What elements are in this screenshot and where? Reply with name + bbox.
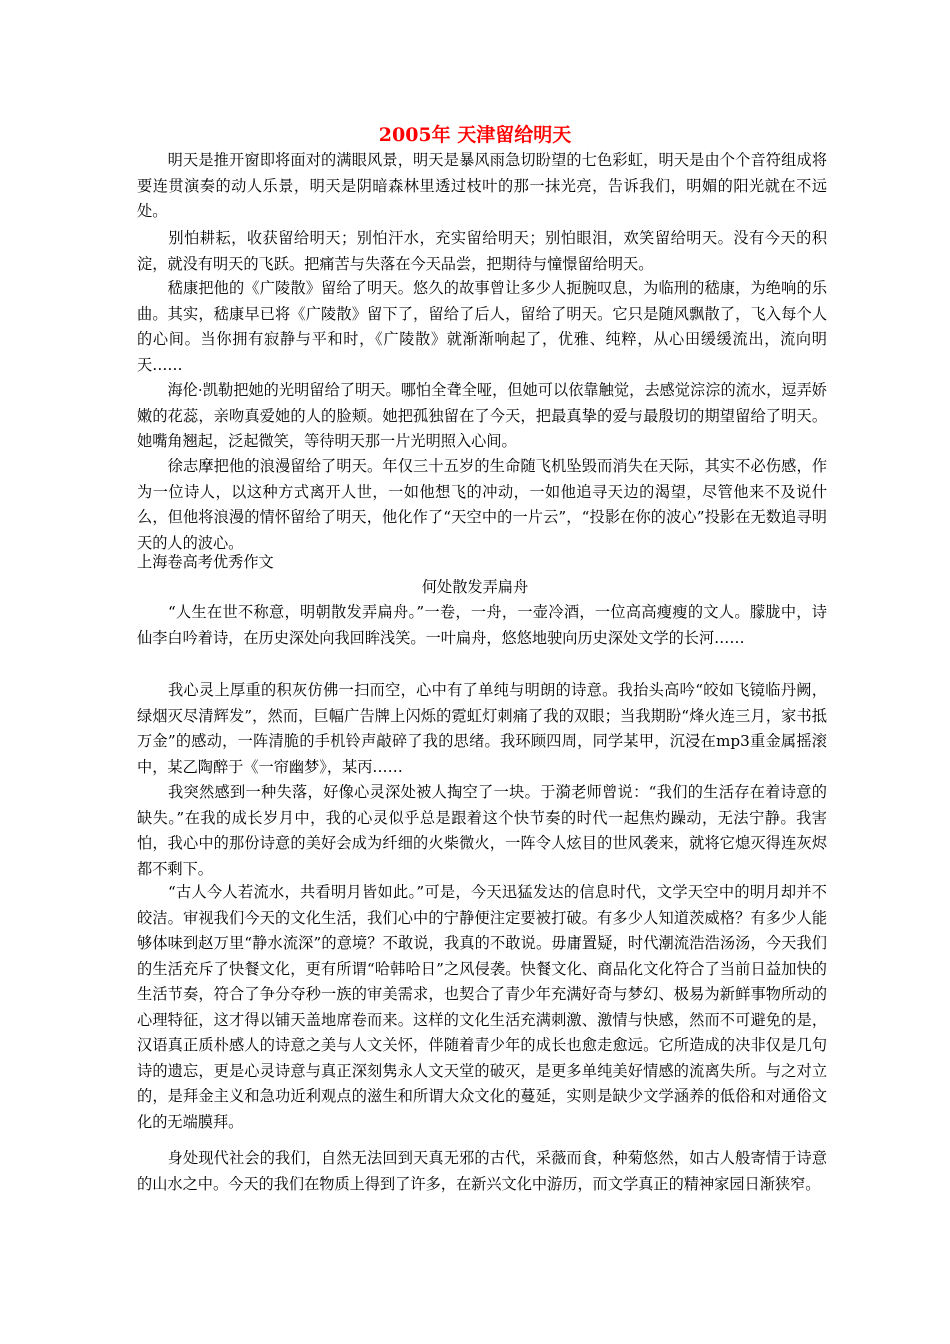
essay1-paragraph-4: 海伦·凯勒把她的光明留给了明天。哪怕全聋全哑，但她可以依靠触觉，去感觉淙淙的流水，逗弄娇嫩的花蕊，亲吻真爱她的人的脸颊。她把孤独留在了今天，把最真挚的爱与最殷切的期望留给了明天。她嘴角翘起，泛起微笑，等待明天那一片光明照入心间。 [137, 381, 827, 450]
essay1-paragraph-1: 明天是推开窗即将面对的满眼风景，明天是暴风雨急切盼望的七色彩虹，明天是由个个音符组成将要连贯演奏的动人乐景，明天是阴暗森林里透过枝叶的那一抹光亮，告诉我们，明媚的阳光就在不远处。 [137, 151, 827, 220]
essay2-paragraph-2: 我心灵上厚重的积灰仿佛一扫而空，心中有了单纯与明朗的诗意。我抬头高吟“皎如飞镜临丹阙，绿烟灭尽清辉发”，然而，巨幅广告牌上闪烁的霓虹灯刺痛了我的双眼；当我期盼“烽火连三月，家书抵万金”的感动，一阵清脆的手机铃声敲碎了我的思绪。我环顾四周，同学某甲，沉浸在mp3重金属摇滚中，某乙陶醉于《一帘幽梦》，某丙…… [137, 681, 827, 776]
essay2-paragraph-4: “古人今人若流水，共看明月皆如此。”可是，今天迅猛发达的信息时代，文学天空中的明月却并不皎洁。审视我们今天的文化生活，我们心中的宁静便注定要被打破。有多少人知道茨威格？有多少人能够体味到赵万里“静水流深”的意境？不敢说，我真的不敢说。毋庸置疑，时代潮流浩浩汤汤，今天我们的生活充斥了快餐文化，更有所谓“哈韩哈日”之风侵袭。快餐文化、商品化文化符合了当前日益加快的生活节奏，符合了争分夺秒一族的审美需求，也契合了青少年充满好奇与梦幻、极易为新鲜事物所动的心理特征，这才得以铺天盖地席卷而来。这样的文化生活充满刺激、激情与快感，然而不可避免的是，汉语真正质朴感人的诗意之美与人文关怀，伴随着青少年的成长也愈走愈远。它所造成的决非仅是几句诗的遗忘，更是心灵诗意与真正深刻隽永人文天堂的破灭，是更多单纯美好情感的流离失所。与之对立的，是拜金主义和急功近利观点的滋生和所谓大众文化的蔓延，实则是缺少文学涵养的低俗和对通俗文化的无端膜拜。 [137, 883, 827, 1131]
essay2-paragraph-5: 身处现代社会的我们，自然无法回到天真无邪的古代，采薇而食，种菊悠然，如古人般寄情于诗意的山水之中。今天的我们在物质上得到了许多，在新兴文化中游历，而文学真正的精神家园日渐狭窄。 [137, 1149, 827, 1193]
essay1-paragraph-5: 徐志摩把他的浪漫留给了明天。年仅三十五岁的生命随飞机坠毁而消失在天际，其实不必伤感，作为一位诗人，以这种方式离开人世，一如他想飞的冲动，一如他追寻天边的渴望，尽管他来不及说什么，但他将浪漫的情怀留给了明天，他化作了“天空中的一片云”，“投影在你的波心”投影在无数追寻明天的人的波心。 [137, 457, 827, 552]
section-label: 上海卷高考优秀作文 [137, 553, 274, 571]
essay1-paragraph-2: 别怕耕耘，收获留给明天；别怕汗水，充实留给明天；别怕眼泪，欢笑留给明天。没有今天的积淀，就没有明天的飞跃。把痛苦与失落在今天品尝，把期待与憧憬留给明天。 [137, 229, 827, 273]
document-title: 2005年 天津留给明天 [378, 124, 572, 146]
essay2-paragraph-3: 我突然感到一种失落，好像心灵深处被人掏空了一块。于漪老师曾说：“我们的生活存在着诗意的缺失。”在我的成长岁月中，我的心灵似乎总是跟着这个快节奏的时代一起焦灼躁动，无法宁静。我害怕，我心中的那份诗意的美好会成为纤细的火柴微火，一阵令人炫目的世风袭来，就将它熄灭得连灰烬都不剩下。 [137, 783, 827, 878]
essay2-title: 何处散发弄扁舟 [421, 578, 529, 596]
essay1-paragraph-3: 嵇康把他的《广陵散》留给了明天。悠久的故事曾让多少人扼腕叹息，为临刑的嵇康，为绝响的乐曲。其实，嵇康早已将《广陵散》留下了，留给了后人，留给了明天。它只是随风飘散了，飞入每个人的心间。当你拥有寂静与平和时，《广陵散》就渐渐响起了，优雅、纯粹，从心田缓缓流出，流向明天…… [137, 279, 827, 374]
essay2-paragraph-1: “人生在世不称意，明朝散发弄扁舟。”一卷，一舟，一壶冷酒，一位高高瘦瘦的文人。朦胧中，诗仙李白吟着诗，在历史深处向我回眸浅笑。一叶扁舟，悠悠地驶向历史深处文学的长河…… [137, 603, 827, 647]
